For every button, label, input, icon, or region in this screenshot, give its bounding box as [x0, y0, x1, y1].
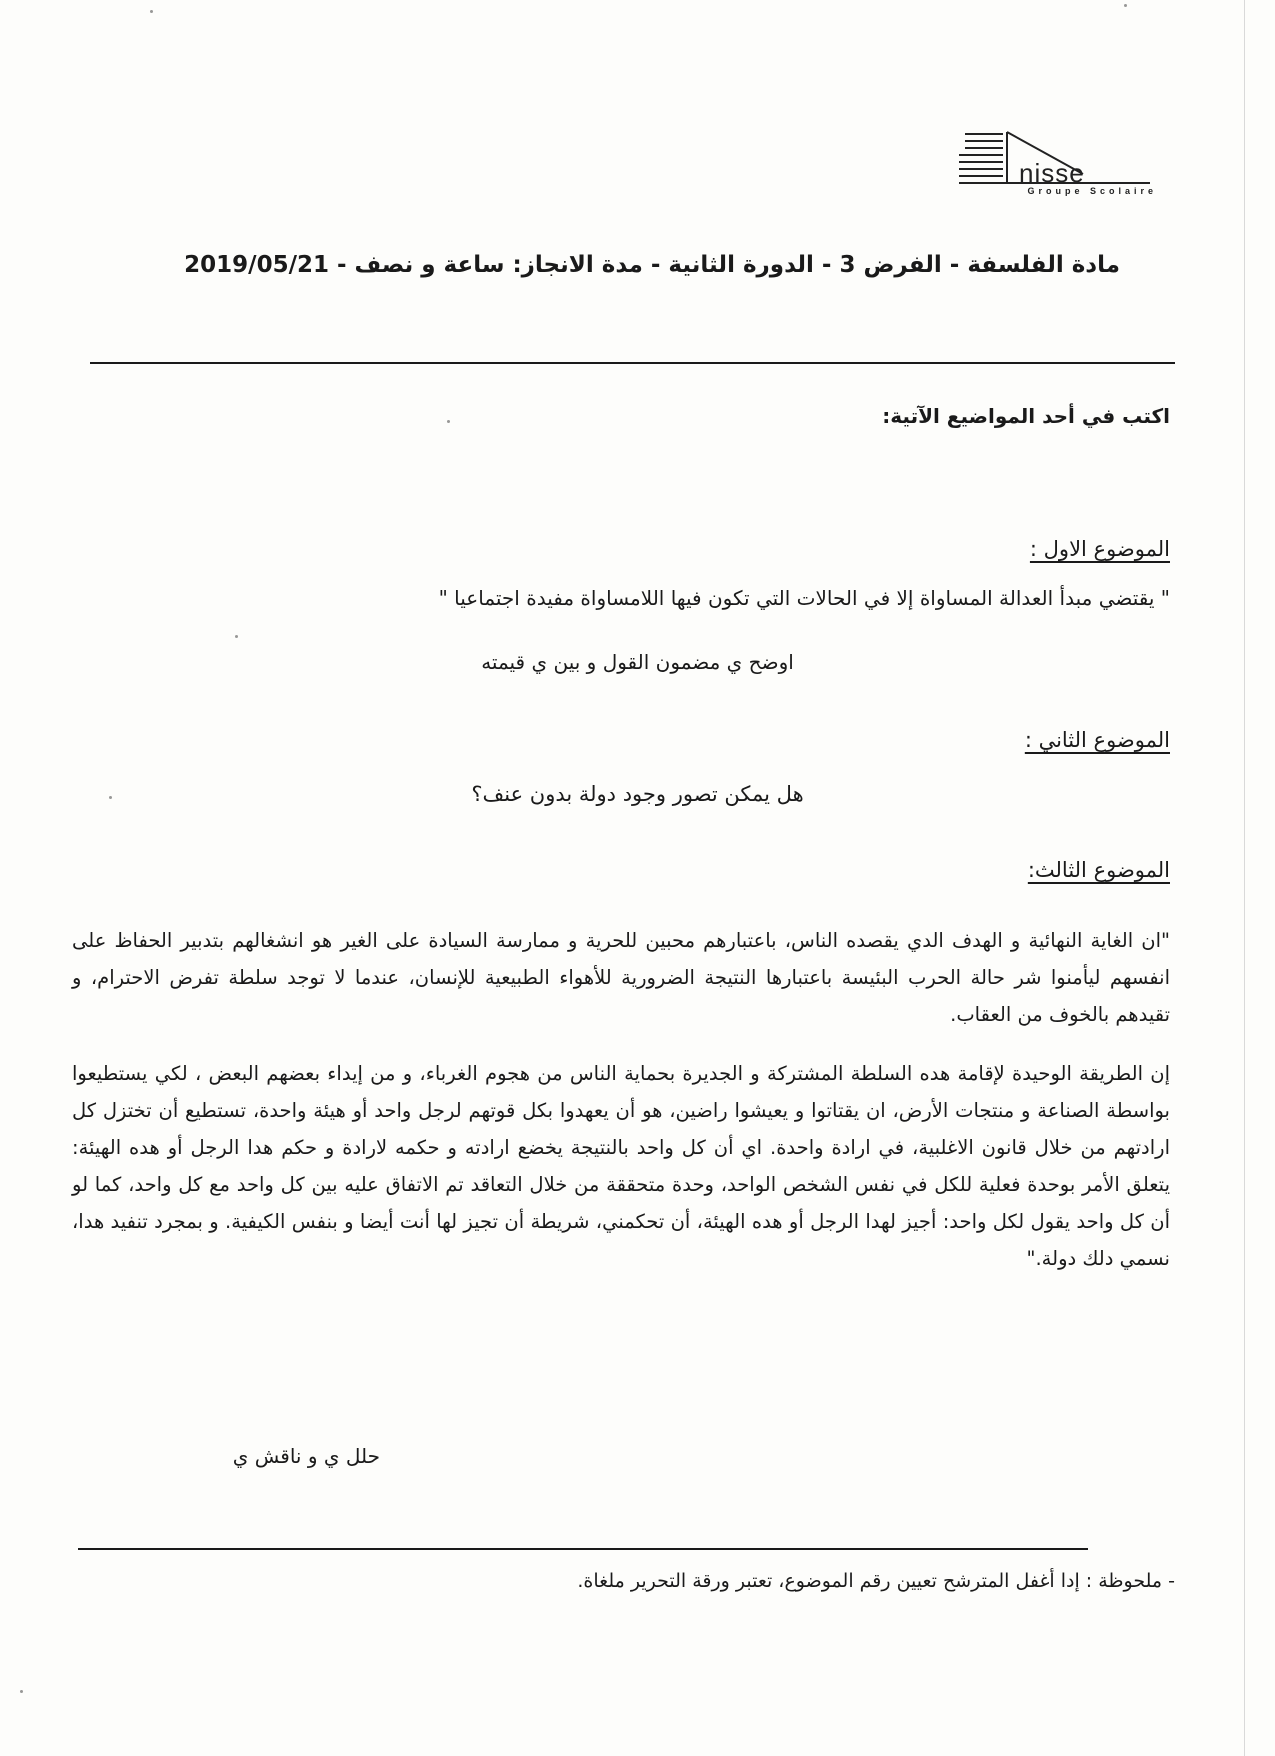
exam-header [120, 252, 1120, 278]
topic3-title: الموضوع الثالث: [1027, 858, 1170, 882]
topic1-task: اوضح ي مضمون القول و بين ي قيمته [481, 650, 794, 674]
header-divider [90, 362, 1175, 364]
logo-name: nisse [1019, 158, 1085, 188]
school-logo [955, 128, 1160, 208]
scan-edge [1244, 0, 1245, 1756]
topic3-paragraph: إن الطريقة الوحيدة لإقامة هده السلطة المشتركة و الجديرة بحماية الناس من هجوم الغرباء، و من إيداء بعضهم البعض ، لكي يستطيعوا بواسطة الصناعة و منتجات الأرض، ان يقتاتوا و يعيشوا راضين، هو أن يعهدوا بكل قوتهم لرجل واحد أو هيئة واحدة، تستطيع أن تختزل كل ارادتهم من خلال قانون الاغلبية، في ارادة واحدة. اي أن كل واحد بالنتيجة يخضع ارادته و حكمه لارادة و حكم هدا الرجل أو هده الهيئة: يتعلق الأمر بوحدة فعلية للكل في نفس الشخص الواحد، وحدة متحققة من خلال التعاقد تم الاتفاق عليه بين كل واحد مع كل واحد، كما لو أن كل واحد يقول لكل واحد: أجيز لهدا الرجل أو هده الهيئة، أن تحكمني، شريطة أن تجيز لها أنت أيضا و بنفس الكيفية. و بمجرد تنفيد هدا، نسمي دلك دولة." [72, 1062, 1170, 1270]
scan-speck [150, 10, 153, 13]
topic3-passage [72, 922, 1170, 1299]
footer-note: - ملحوظة : إدا أغفل المترشح تعيين رقم الموضوع، تعتبر ورقة التحرير ملغاة. [577, 1570, 1175, 1592]
topic3-task: حلل ي و ناقش ي [232, 1444, 380, 1468]
topic1-quote: " يقتضي مبدأ العدالة المساواة إلا في الحالات التي تكون فيها اللامساواة مفيدة اجتماعيا " [438, 586, 1170, 610]
topic2-title: الموضوع الثاني : [1024, 728, 1170, 752]
exam-date: 2019/05/21 [184, 252, 329, 278]
topic1-title: الموضوع الاول : [1029, 537, 1170, 561]
footer-divider [78, 1548, 1088, 1550]
scan-speck [447, 420, 450, 423]
topic3-paragraph: "ان الغاية النهائية و الهدف الدي يقصده الناس، باعتبارهم محبين للحرية و ممارسة السيادة على الغير هو انشغالهم بتدبير الحفاظ على انفسهم ليأمنوا شر حالة الحرب البئيسة باعتبارها النتيجة الضرورية للأهواء الطبيعية للإنسان، عندما لا توجد سلطة تفرض الاحترام، و تقيدهم بالخوف من العقاب. [72, 929, 1170, 1026]
scan-speck [235, 635, 238, 638]
logo-subtitle: Groupe Scolaire [1027, 186, 1157, 196]
exam-header-text: مادة الفلسفة - الفرض 3 - الدورة الثانية - مدة الانجاز: ساعة و نصف - [328, 252, 1120, 278]
exam-instruction: اكتب في أحد المواضيع الآتية: [882, 404, 1170, 428]
topic2-question: هل يمكن تصور وجود دولة بدون عنف؟ [471, 782, 804, 806]
scan-speck [20, 1690, 23, 1693]
scan-speck [1124, 4, 1127, 7]
scan-speck [109, 796, 112, 799]
